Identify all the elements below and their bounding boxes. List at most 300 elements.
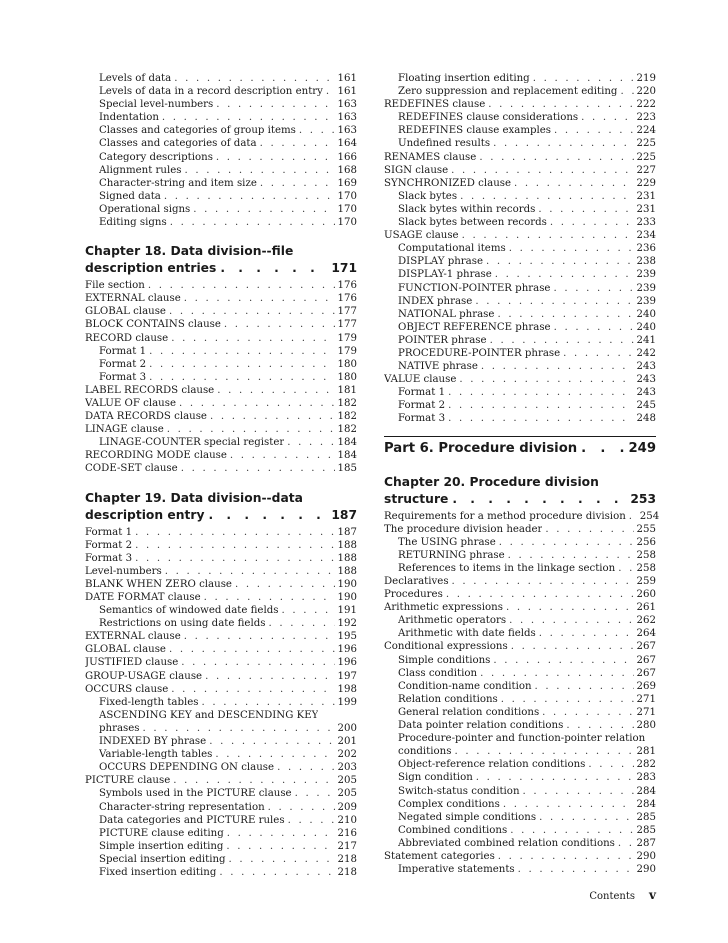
toc-entry-title: LINAGE clause bbox=[85, 424, 164, 436]
toc-entry-title: Combined conditions bbox=[398, 824, 508, 836]
toc-entry[interactable] bbox=[384, 523, 656, 536]
toc-entry[interactable] bbox=[384, 771, 656, 784]
toc-entry[interactable] bbox=[384, 706, 656, 719]
dot-leader bbox=[268, 801, 335, 814]
toc-entry-title: OCCURS clause bbox=[85, 683, 169, 695]
dot-leader bbox=[208, 507, 327, 524]
dot-leader bbox=[629, 510, 637, 523]
dot-leader bbox=[479, 151, 633, 164]
toc-entry[interactable] bbox=[384, 785, 656, 798]
toc-entry[interactable] bbox=[85, 787, 357, 800]
toc-entry[interactable] bbox=[384, 758, 656, 771]
dot-leader bbox=[490, 334, 634, 347]
toc-entry-page: 176 bbox=[337, 293, 357, 305]
toc-entry[interactable] bbox=[384, 111, 656, 124]
dot-leader bbox=[618, 562, 633, 575]
toc-entry[interactable] bbox=[85, 462, 357, 475]
toc-entry-page: 260 bbox=[636, 589, 656, 601]
toc-entry[interactable] bbox=[85, 332, 357, 345]
toc-entry-page: 243 bbox=[636, 361, 656, 373]
toc-entry[interactable] bbox=[85, 124, 357, 137]
toc-entry-title: INDEXED BY phrase bbox=[99, 736, 207, 748]
dot-leader bbox=[488, 98, 633, 111]
toc-entry-title: Restrictions on using date fields bbox=[99, 618, 266, 630]
dot-leader bbox=[535, 680, 634, 693]
dot-leader bbox=[281, 604, 334, 617]
toc-entry-title: DATE FORMAT clause bbox=[85, 592, 201, 603]
toc-entry[interactable] bbox=[85, 358, 357, 371]
toc-entry-title: GLOBAL clause bbox=[85, 306, 166, 318]
toc-entry-page: 285 bbox=[636, 824, 656, 836]
toc-entry-page: 261 bbox=[636, 602, 656, 614]
toc-entry[interactable] bbox=[384, 242, 656, 255]
dot-leader bbox=[539, 811, 633, 824]
toc-entry-page: 267 bbox=[636, 654, 656, 666]
toc-entry-page: 243 bbox=[636, 387, 656, 399]
toc-entry[interactable] bbox=[85, 591, 357, 604]
toc-entry[interactable] bbox=[85, 305, 357, 318]
toc-entry[interactable] bbox=[85, 827, 357, 840]
toc-entry[interactable] bbox=[384, 614, 656, 627]
toc-entry[interactable] bbox=[85, 840, 357, 853]
dot-leader bbox=[476, 771, 634, 784]
toc-entry-page: 234 bbox=[636, 230, 656, 242]
toc-entry-title: BLANK WHEN ZERO clause bbox=[85, 578, 232, 590]
toc-entry[interactable] bbox=[85, 539, 357, 552]
toc-entry[interactable] bbox=[85, 866, 357, 879]
toc-entry-title: Level-numbers bbox=[85, 565, 162, 577]
toc-entry-title: Simple insertion editing bbox=[99, 840, 224, 852]
toc-entry-title: Semantics of windowed date fields bbox=[99, 605, 279, 617]
dot-leader bbox=[506, 601, 634, 614]
toc-entry-title: Editing signs bbox=[99, 217, 167, 229]
toc-entry[interactable] bbox=[384, 399, 656, 412]
dot-leader bbox=[135, 526, 334, 539]
toc-entry[interactable] bbox=[85, 397, 357, 410]
toc-entry[interactable] bbox=[85, 722, 357, 735]
toc-entry-title: General relation conditions bbox=[398, 706, 540, 718]
toc-entry[interactable] bbox=[85, 177, 357, 190]
toc-entry[interactable] bbox=[85, 137, 357, 150]
toc-entry-page: 168 bbox=[337, 164, 357, 176]
toc-entry-page: 199 bbox=[337, 696, 357, 708]
dot-leader bbox=[210, 410, 335, 423]
toc-entry-title: Complex conditions bbox=[398, 798, 500, 810]
toc-entry-title: VALUE OF clause bbox=[85, 397, 177, 409]
toc-entry[interactable] bbox=[384, 562, 656, 575]
dot-leader bbox=[148, 279, 335, 292]
dot-leader bbox=[501, 693, 634, 706]
dot-leader bbox=[277, 761, 334, 774]
toc-entry-title: LABEL RECORDS clause bbox=[85, 384, 215, 396]
toc-entry-page: 264 bbox=[636, 628, 656, 640]
toc-entry[interactable] bbox=[384, 137, 656, 150]
toc-entry[interactable] bbox=[85, 761, 357, 774]
dot-leader bbox=[554, 321, 634, 334]
toc-entry-title: Signed data bbox=[99, 190, 161, 202]
toc-entry-title: REDEFINES clause examples bbox=[398, 125, 552, 137]
toc-entry-page: 282 bbox=[636, 759, 656, 771]
dot-leader bbox=[550, 216, 634, 229]
toc-entry[interactable] bbox=[85, 216, 357, 229]
dot-leader bbox=[149, 358, 334, 371]
part-heading-6[interactable] bbox=[384, 436, 656, 460]
toc-entry[interactable] bbox=[85, 552, 357, 565]
toc-entry-page: 182 bbox=[337, 411, 357, 423]
toc-entry[interactable] bbox=[85, 164, 357, 177]
toc-entry-title: Classes and categories of data bbox=[99, 138, 257, 150]
toc-entry-title: Symbols used in the PICTURE clause bbox=[99, 788, 292, 800]
toc-entry[interactable] bbox=[384, 85, 656, 98]
dot-leader bbox=[486, 255, 634, 268]
toc-entry-page: 240 bbox=[636, 308, 656, 320]
toc-entry[interactable] bbox=[384, 680, 656, 693]
toc-entry[interactable] bbox=[384, 575, 656, 588]
toc-entry[interactable] bbox=[85, 410, 357, 423]
toc-entry-title: Format 1 bbox=[85, 526, 133, 538]
toc-entry[interactable] bbox=[384, 863, 656, 876]
toc-entry-page: 239 bbox=[636, 295, 656, 307]
toc-entry[interactable] bbox=[85, 748, 357, 761]
toc-entry-page: 219 bbox=[636, 73, 656, 84]
toc-entry[interactable] bbox=[85, 279, 357, 292]
toc-entry[interactable] bbox=[384, 72, 656, 85]
dot-leader bbox=[451, 164, 633, 177]
toc-entry[interactable] bbox=[85, 85, 357, 98]
toc-entry-page: 231 bbox=[636, 203, 656, 215]
toc-entry[interactable] bbox=[384, 255, 656, 268]
dot-leader bbox=[235, 578, 335, 591]
chapter-heading-20[interactable] bbox=[384, 474, 656, 508]
chapter-page-number: 171 bbox=[331, 261, 357, 276]
dot-leader bbox=[164, 190, 335, 203]
toc-entry-page: 287 bbox=[636, 837, 656, 849]
toc-entry[interactable] bbox=[85, 630, 357, 643]
toc-entry[interactable] bbox=[85, 853, 357, 866]
toc-entry[interactable] bbox=[384, 824, 656, 837]
toc-entry-title: VALUE clause bbox=[384, 374, 457, 386]
toc-entry-page: 180 bbox=[337, 371, 357, 383]
toc-group bbox=[85, 72, 357, 229]
toc-entry-page: 164 bbox=[337, 138, 357, 150]
dot-leader bbox=[523, 785, 634, 798]
toc-entry-title: Undefined results bbox=[398, 138, 491, 150]
toc-entry[interactable] bbox=[85, 345, 357, 358]
chapter-heading-19[interactable] bbox=[85, 490, 357, 524]
toc-entry-page: 161 bbox=[337, 73, 357, 84]
toc-entry-page: 196 bbox=[337, 644, 357, 656]
dot-leader bbox=[167, 423, 335, 436]
toc-entry[interactable] bbox=[85, 423, 357, 436]
toc-entry[interactable] bbox=[384, 151, 656, 164]
toc-entry[interactable] bbox=[384, 667, 656, 680]
dot-leader bbox=[204, 591, 335, 604]
toc-entry-title: BLOCK CONTAINS clause bbox=[85, 319, 221, 331]
toc-entry-page: 227 bbox=[636, 164, 656, 176]
toc-entry-page: 179 bbox=[337, 332, 357, 344]
toc-entry[interactable] bbox=[384, 295, 656, 308]
toc-entry[interactable] bbox=[384, 164, 656, 177]
toc-entry[interactable] bbox=[384, 850, 656, 863]
dot-leader bbox=[498, 850, 634, 863]
toc-entry[interactable] bbox=[384, 229, 656, 242]
toc-entry[interactable] bbox=[85, 384, 357, 397]
toc-entry[interactable] bbox=[384, 549, 656, 562]
toc-entry-page: 267 bbox=[636, 641, 656, 653]
toc-entry-title: Floating insertion editing bbox=[398, 73, 530, 84]
toc-entry[interactable] bbox=[384, 321, 656, 334]
toc-entry-page: 177 bbox=[337, 306, 357, 318]
toc-entry[interactable] bbox=[85, 565, 357, 578]
dot-leader bbox=[193, 203, 334, 216]
toc-entry-page: 267 bbox=[636, 667, 656, 679]
toc-entry[interactable] bbox=[384, 732, 656, 745]
dot-leader bbox=[481, 360, 634, 373]
toc-entry-page: 197 bbox=[337, 670, 357, 682]
dot-leader bbox=[462, 229, 634, 242]
toc-entry-title: Fixed-length tables bbox=[99, 696, 199, 708]
dot-leader bbox=[510, 824, 633, 837]
toc-entry[interactable] bbox=[384, 412, 656, 425]
dot-leader bbox=[553, 282, 633, 295]
part-title: Part 6. Procedure division bbox=[384, 440, 578, 456]
dot-leader bbox=[181, 462, 335, 475]
toc-entry[interactable] bbox=[85, 604, 357, 617]
dot-leader bbox=[503, 798, 634, 811]
toc-entry[interactable] bbox=[384, 360, 656, 373]
toc-entry[interactable] bbox=[85, 292, 357, 305]
toc-entry-title: Abbreviated combined relation conditions bbox=[398, 837, 615, 849]
chapter-heading-18[interactable] bbox=[85, 243, 357, 277]
toc-entry-page: 225 bbox=[636, 138, 656, 150]
toc-entry[interactable] bbox=[85, 436, 357, 449]
toc-entry-page: 231 bbox=[636, 190, 656, 202]
toc-entry-title: Arithmetic operators bbox=[398, 615, 507, 627]
toc-entry[interactable] bbox=[85, 617, 357, 630]
toc-entry[interactable] bbox=[85, 683, 357, 696]
toc-entry[interactable] bbox=[85, 98, 357, 111]
toc-entry-page: 200 bbox=[337, 722, 357, 734]
dot-leader bbox=[448, 386, 633, 399]
toc-entry[interactable] bbox=[384, 654, 656, 667]
toc-entry[interactable] bbox=[384, 268, 656, 281]
dot-leader bbox=[230, 449, 335, 462]
dot-leader bbox=[226, 840, 334, 853]
toc-entry-title: PROCEDURE-POINTER phrase bbox=[398, 347, 561, 359]
toc-entry[interactable] bbox=[384, 536, 656, 549]
toc-entry-page: 198 bbox=[337, 683, 357, 695]
toc-entry[interactable] bbox=[85, 670, 357, 683]
toc-entry-page: 188 bbox=[337, 539, 357, 551]
toc-entry[interactable] bbox=[384, 588, 656, 601]
dot-leader bbox=[184, 292, 335, 305]
toc-entry-page: 238 bbox=[636, 256, 656, 268]
toc-entry-title: phrases bbox=[99, 722, 140, 734]
toc-entry[interactable] bbox=[85, 814, 357, 827]
toc-entry[interactable] bbox=[85, 801, 357, 814]
toc-entry[interactable] bbox=[384, 745, 656, 758]
toc-entry-page: 239 bbox=[636, 282, 656, 294]
toc-entry[interactable] bbox=[384, 811, 656, 824]
toc-entry-page: 220 bbox=[636, 86, 656, 98]
toc-entry[interactable] bbox=[384, 640, 656, 653]
dot-leader bbox=[460, 190, 633, 203]
dot-leader bbox=[209, 735, 334, 748]
toc-group bbox=[85, 279, 357, 475]
toc-entry-page: 218 bbox=[337, 853, 357, 865]
toc-entry-title: conditions bbox=[398, 746, 452, 758]
dot-leader bbox=[448, 399, 633, 412]
toc-entry-title: GLOBAL clause bbox=[85, 644, 166, 656]
dot-leader bbox=[545, 523, 633, 536]
toc-entry-page: 281 bbox=[636, 746, 656, 758]
dot-leader bbox=[509, 614, 633, 627]
toc-entry-page: 163 bbox=[337, 112, 357, 124]
dot-leader bbox=[452, 575, 634, 588]
chapter-title-line1: Chapter 20. Procedure division bbox=[384, 474, 599, 489]
toc-entry-page: 256 bbox=[636, 536, 656, 548]
toc-entry[interactable] bbox=[85, 449, 357, 462]
dot-leader bbox=[135, 552, 334, 565]
toc-entry[interactable] bbox=[85, 735, 357, 748]
toc-entry[interactable] bbox=[85, 774, 357, 787]
toc-entry-title: FUNCTION-POINTER phrase bbox=[398, 282, 551, 294]
toc-entry-title: DISPLAY-1 phrase bbox=[398, 269, 492, 281]
toc-entry-title: ASCENDING KEY and DESCENDING KEY bbox=[99, 709, 319, 721]
toc-entry-title: RECORDING MODE clause bbox=[85, 450, 227, 462]
toc-entry[interactable] bbox=[85, 578, 357, 591]
toc-entry-page: 280 bbox=[636, 720, 656, 732]
toc-entry-page: 269 bbox=[636, 680, 656, 692]
dot-leader bbox=[216, 151, 335, 164]
toc-entry-page: 209 bbox=[337, 801, 357, 813]
dot-leader bbox=[495, 268, 634, 281]
toc-entry[interactable] bbox=[384, 693, 656, 706]
toc-entry-title: Levels of data bbox=[99, 73, 172, 84]
toc-entry-page: 254 bbox=[639, 510, 660, 522]
toc-entry[interactable] bbox=[384, 347, 656, 360]
toc-entry-title: SIGN clause bbox=[384, 164, 449, 176]
toc-entry-title: EXTERNAL clause bbox=[85, 631, 181, 643]
toc-entry-title: Character-string and item size bbox=[99, 177, 257, 189]
toc-entry[interactable] bbox=[384, 386, 656, 399]
chapter-title-line2: description entries bbox=[85, 261, 217, 276]
toc-entry-title: RENAMES clause bbox=[384, 151, 477, 163]
toc-entry[interactable] bbox=[384, 203, 656, 216]
dot-leader bbox=[149, 371, 334, 384]
toc-entry-page: 239 bbox=[636, 269, 656, 281]
toc-entry[interactable] bbox=[384, 510, 660, 523]
toc-entry[interactable] bbox=[384, 124, 656, 137]
toc-entry-title: PICTURE clause bbox=[85, 775, 171, 787]
toc-entry[interactable] bbox=[85, 318, 357, 331]
toc-entry-page: 187 bbox=[337, 526, 357, 538]
toc-entry-title: Simple conditions bbox=[398, 654, 491, 666]
toc-entry[interactable] bbox=[384, 837, 656, 850]
toc-entry-title: Classes and categories of group items bbox=[99, 125, 296, 137]
toc-entry[interactable] bbox=[384, 719, 656, 732]
toc-entry-page: 203 bbox=[337, 762, 357, 774]
toc-entry-title: Format 1 bbox=[99, 345, 147, 357]
toc-entry-title: Levels of data in a record description entry bbox=[99, 86, 323, 98]
dot-leader bbox=[220, 260, 327, 277]
toc-entry-title: References to items in the linkage section bbox=[398, 562, 616, 574]
toc-entry-title: USAGE clause bbox=[384, 230, 459, 242]
toc-entry-title: Class condition bbox=[398, 667, 478, 679]
chapter-page-number: 187 bbox=[331, 507, 357, 522]
dot-leader bbox=[287, 436, 334, 449]
toc-entry-title: Declaratives bbox=[384, 576, 449, 587]
toc-entry[interactable] bbox=[85, 203, 357, 216]
toc-entry-page: 191 bbox=[337, 605, 357, 617]
toc-entry[interactable] bbox=[384, 373, 656, 386]
toc-entry[interactable] bbox=[384, 177, 656, 190]
toc-entry-page: 190 bbox=[337, 592, 357, 603]
toc-entry[interactable] bbox=[384, 308, 656, 321]
toc-entry[interactable] bbox=[85, 371, 357, 384]
dot-leader bbox=[165, 565, 335, 578]
toc-entry-title: Procedure-pointer and function-pointer relation bbox=[398, 733, 646, 745]
toc-entry-title: INDEX phrase bbox=[398, 295, 473, 307]
toc-entry-title: Relation conditions bbox=[398, 693, 498, 705]
toc-entry[interactable] bbox=[384, 98, 656, 111]
toc-entry-title: Procedures bbox=[384, 589, 443, 601]
dot-leader bbox=[518, 863, 634, 876]
toc-entry[interactable] bbox=[85, 526, 357, 539]
dot-leader bbox=[618, 837, 634, 850]
toc-entry-page: 181 bbox=[337, 384, 357, 396]
toc-entry[interactable] bbox=[384, 334, 656, 347]
dot-leader bbox=[475, 295, 633, 308]
toc-entry-page: 184 bbox=[337, 450, 357, 462]
footer-label: Contents bbox=[589, 891, 636, 902]
toc-entry-title: Negated simple conditions bbox=[398, 811, 537, 823]
toc-entry-title: Slack bytes bbox=[398, 190, 458, 202]
toc-entry-page: 248 bbox=[636, 413, 656, 425]
dot-leader bbox=[509, 242, 634, 255]
toc-entry[interactable] bbox=[384, 601, 656, 614]
toc-entry[interactable] bbox=[384, 216, 656, 229]
toc-entry[interactable] bbox=[85, 111, 357, 124]
toc-entry[interactable] bbox=[85, 72, 357, 85]
toc-entry-page: 284 bbox=[636, 785, 656, 797]
toc-entry[interactable] bbox=[384, 190, 656, 203]
dot-leader bbox=[143, 722, 335, 735]
toc-entry-page: 222 bbox=[636, 99, 656, 111]
toc-entry[interactable] bbox=[85, 190, 357, 203]
toc-entry[interactable] bbox=[85, 151, 357, 164]
toc-entry[interactable] bbox=[85, 656, 357, 669]
toc-entry[interactable] bbox=[384, 627, 656, 640]
toc-entry[interactable] bbox=[85, 709, 357, 722]
toc-entry-page: 170 bbox=[337, 217, 357, 229]
dot-leader bbox=[493, 137, 633, 150]
chapter-title-line1: Chapter 19. Data division--data bbox=[85, 490, 303, 505]
toc-entry[interactable] bbox=[384, 282, 656, 295]
toc-entry[interactable] bbox=[85, 643, 357, 656]
toc-entry-page: 225 bbox=[636, 151, 656, 163]
toc-entry[interactable] bbox=[384, 798, 656, 811]
dot-leader bbox=[539, 627, 634, 640]
toc-entry[interactable] bbox=[85, 696, 357, 709]
toc-entry-page: 233 bbox=[636, 217, 656, 229]
chapter-title-line2: structure bbox=[384, 491, 449, 506]
toc-entry-title: Special insertion editing bbox=[99, 853, 226, 865]
toc-group bbox=[384, 72, 656, 426]
toc-entry-page: 161 bbox=[337, 86, 357, 98]
toc-entry-page: 177 bbox=[337, 319, 357, 331]
toc-entry-page: 202 bbox=[337, 749, 357, 761]
